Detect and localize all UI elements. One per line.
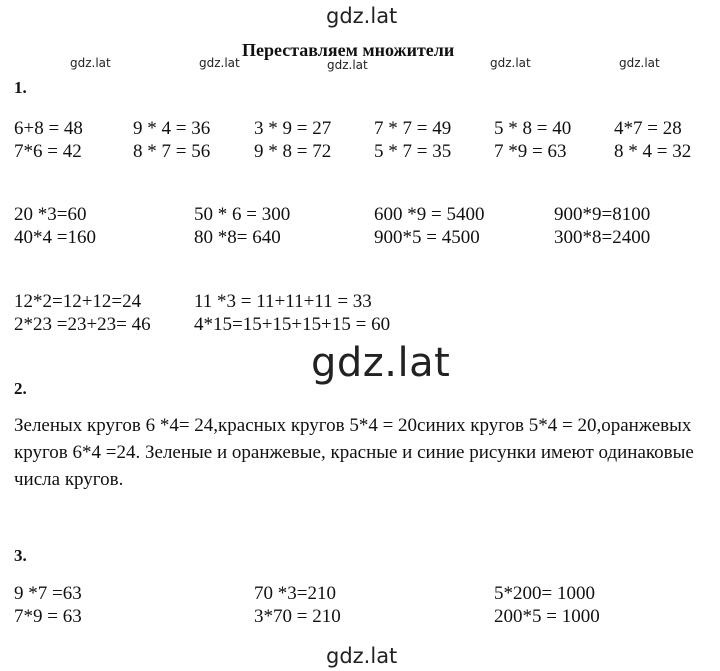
equation: 40*4 =160 — [14, 227, 96, 248]
watermark-small: gdz.lat — [490, 56, 531, 70]
equation: 5 * 8 = 40 — [494, 118, 572, 139]
equation: 900*9=8100 — [554, 204, 651, 225]
equation-column — [254, 117, 331, 163]
equation: 600 *9 = 5400 — [374, 204, 485, 225]
equation: 7*6 = 42 — [14, 141, 82, 162]
equation: 9 *7 =63 — [14, 583, 82, 604]
equation: 8 * 7 = 56 — [133, 141, 211, 162]
equation-group — [0, 203, 720, 253]
equation: 900*5 = 4500 — [374, 227, 480, 248]
section-number: 2. — [14, 379, 27, 398]
equation-column — [614, 117, 691, 163]
watermark-middle: gdz.lat — [311, 340, 451, 386]
equation: 11 *3 = 11+11+11 = 33 — [194, 291, 372, 312]
equation: 6+8 = 48 — [14, 118, 83, 139]
equation: 4*7 = 28 — [614, 118, 682, 139]
watermark-small: gdz.lat — [619, 56, 660, 70]
equation: 5 * 7 = 35 — [374, 141, 452, 162]
section-number: 3. — [14, 546, 27, 565]
section-number: 1. — [14, 78, 27, 97]
equation: 5*200= 1000 — [494, 583, 595, 604]
equation: 50 * 6 = 300 — [194, 204, 291, 225]
equation: 7*9 = 63 — [14, 606, 82, 627]
equation-column — [194, 290, 390, 336]
page-title: Переставляем множители — [242, 40, 455, 60]
equation: 70 *3=210 — [254, 583, 336, 604]
equation: 2*23 =23+23= 46 — [14, 314, 151, 335]
equation-column — [14, 290, 151, 336]
equation: 80 *8= 640 — [194, 227, 281, 248]
equation: 9 * 8 = 72 — [254, 141, 332, 162]
watermark-bottom: gdz.lat — [326, 644, 398, 668]
equation-column — [494, 117, 571, 163]
equation: 12*2=12+12=24 — [14, 291, 142, 312]
equation: 4*15=15+15+15+15 = 60 — [194, 314, 391, 335]
equation-group — [0, 582, 720, 632]
watermark-top: gdz.lat — [326, 4, 398, 28]
equation-column — [14, 203, 96, 249]
equation: 7 * 7 = 49 — [374, 118, 452, 139]
equation: 300*8=2400 — [554, 227, 651, 248]
equation-group — [0, 290, 720, 340]
watermark-small: gdz.lat — [327, 58, 368, 72]
equation-column — [374, 203, 484, 249]
equation-group — [0, 117, 720, 167]
equation-column — [194, 203, 290, 249]
equation: 20 *3=60 — [14, 204, 87, 225]
equation-column — [254, 582, 341, 628]
equation: 7 *9 = 63 — [494, 141, 567, 162]
equation-column — [554, 203, 650, 249]
equation-column — [133, 117, 210, 163]
equation-column — [14, 582, 82, 628]
watermark-small: gdz.lat — [199, 56, 240, 70]
equation-column — [494, 582, 600, 628]
equation: 3 * 9 = 27 — [254, 118, 332, 139]
equation: 8 * 4 = 32 — [614, 141, 692, 162]
equation: 200*5 = 1000 — [494, 606, 600, 627]
equation: 3*70 = 210 — [254, 606, 341, 627]
equation: 9 * 4 = 36 — [133, 118, 211, 139]
equation-column — [14, 117, 83, 163]
equation-column — [374, 117, 451, 163]
answer-paragraph: Зеленых кругов 6 *4= 24,красных кругов 5*4 = 20синих кругов 5*4 = 20,оранжевых кругов 6*4 =24. Зеленые и оранжевые, красные и синие рисунки имеют одинаковые числа кругов. — [14, 415, 694, 490]
watermark-small: gdz.lat — [70, 56, 111, 70]
